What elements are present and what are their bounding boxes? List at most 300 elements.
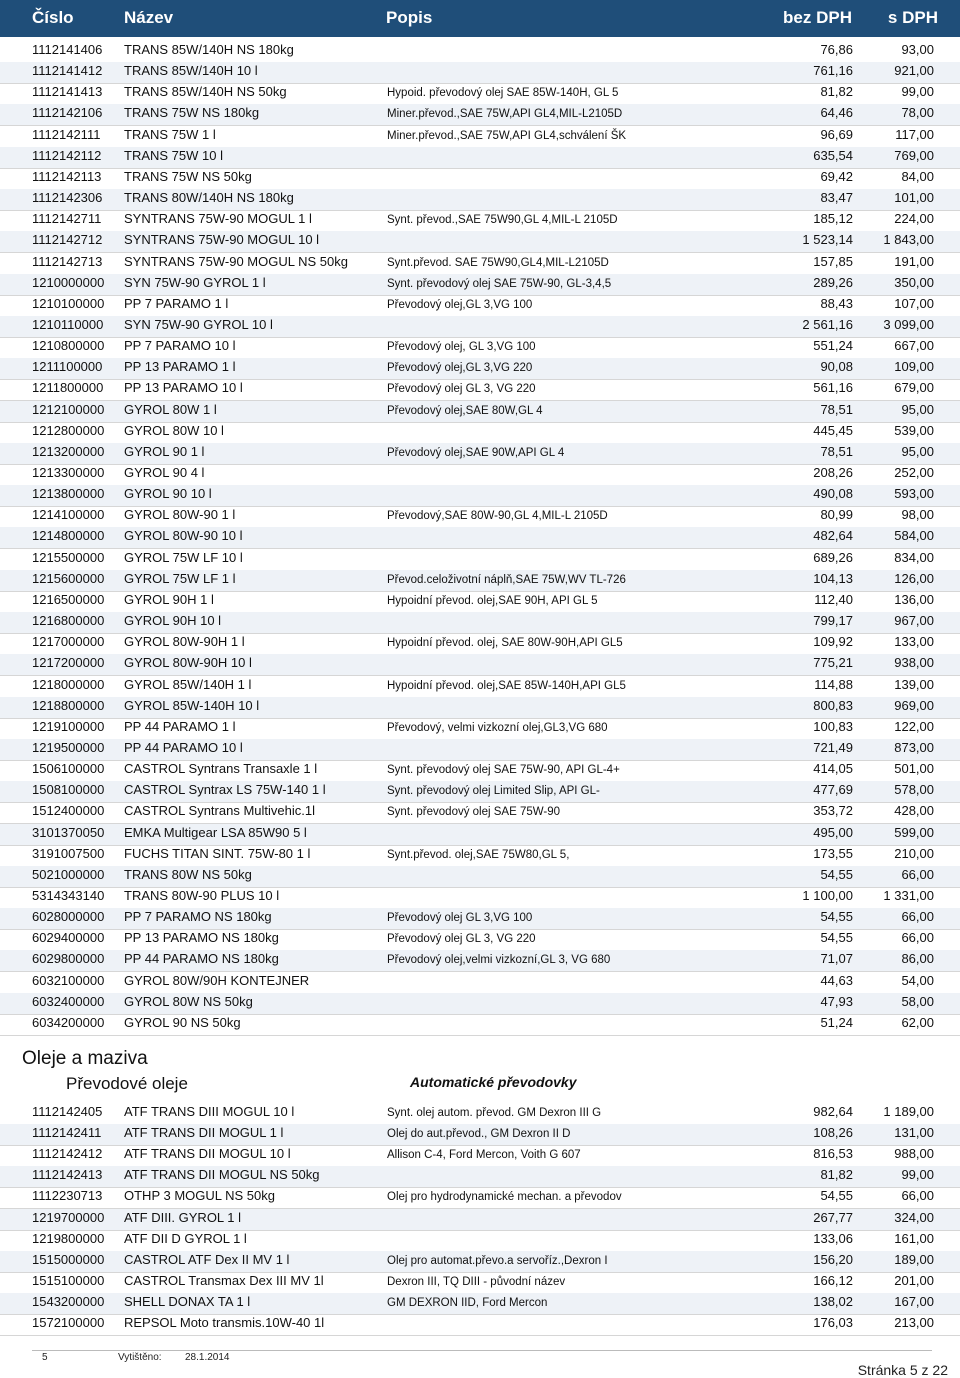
cell-name: TRANS 75W 10 l — [124, 147, 223, 163]
table-row — [0, 697, 960, 719]
cell-price-inc: 95,00 — [901, 443, 934, 459]
cell-code: 1219700000 — [32, 1209, 105, 1225]
cell-name: GYROL 90H 1 l — [124, 591, 214, 607]
cell-code: 5021000000 — [32, 866, 105, 882]
cell-name: SYN 75W-90 GYROL 10 l — [124, 316, 273, 332]
cell-price-inc: 139,00 — [894, 676, 934, 692]
cell-price-ex: 64,46 — [820, 105, 853, 121]
cell-code: 1515000000 — [32, 1251, 105, 1267]
section-subtitle-right: Automatické převodovky — [410, 1074, 577, 1090]
cell-price-inc: 117,00 — [895, 126, 934, 142]
cell-price-ex: 47,93 — [820, 993, 853, 1009]
cell-code: 1210000000 — [32, 274, 105, 290]
cell-price-ex: 482,64 — [813, 528, 853, 544]
cell-code: 1112142111 — [32, 126, 101, 142]
cell-name: CASTROL ATF Dex II MV 1 l — [124, 1251, 290, 1267]
cell-name: OTHP 3 MOGUL NS 50kg — [124, 1188, 275, 1204]
cell-desc: Synt. převodový olej SAE 75W-90, API GL-4+ — [387, 764, 620, 777]
cell-desc: Synt. převodový olej SAE 75W-90 — [387, 806, 561, 819]
cell-price-ex: 414,05 — [813, 761, 853, 777]
cell-code: 1214800000 — [32, 528, 105, 544]
table-row — [0, 83, 960, 105]
footer-printed-label: Vytištěno: — [118, 1352, 162, 1363]
cell-name: GYROL 80W NS 50kg — [124, 993, 253, 1009]
cell-price-ex: 83,47 — [820, 190, 853, 206]
cell-price-inc: 189,00 — [894, 1251, 934, 1267]
cell-code: 1217000000 — [32, 634, 105, 650]
cell-name: GYROL 75W LF 1 l — [124, 570, 236, 586]
cell-price-ex: 353,72 — [813, 803, 853, 819]
cell-code: 6034200000 — [32, 1014, 105, 1030]
cell-desc: Převodový olej,SAE 80W,GL 4 — [387, 404, 543, 417]
cell-code: 1112230713 — [32, 1188, 103, 1204]
cell-code: 1213800000 — [32, 486, 105, 502]
cell-name: ATF TRANS DIII MOGUL 10 l — [124, 1104, 295, 1119]
table-row — [0, 210, 960, 232]
cell-code: 5314343140 — [32, 888, 105, 903]
cell-name: TRANS 80W/140H NS 180kg — [124, 190, 294, 206]
cell-price-ex: 44,63 — [820, 972, 853, 988]
table-row — [0, 887, 960, 909]
cell-price-inc: 1 189,00 — [883, 1104, 934, 1119]
cell-name: TRANS 85W/140H 10 l — [124, 63, 258, 79]
cell-price-ex: 176,03 — [813, 1315, 853, 1330]
cell-price-inc: 210,00 — [894, 845, 934, 861]
footer-page-indicator: Stránka 5 z 22 — [857, 1362, 948, 1378]
table-row — [0, 845, 960, 867]
cell-code: 1515100000 — [32, 1272, 105, 1288]
cell-code: 1212100000 — [32, 401, 105, 417]
cell-desc: Převodový olej,GL 3,VG 100 — [387, 298, 533, 311]
cell-price-ex: 1 523,14 — [802, 232, 853, 248]
cell-price-inc: 324,00 — [894, 1209, 934, 1225]
cell-price-inc: 99,00 — [901, 84, 934, 100]
cell-desc: Převodový,SAE 80W-90,GL 4,MIL-L 2105D — [387, 510, 608, 523]
cell-price-inc: 93,00 — [901, 42, 934, 57]
cell-name: GYROL 90 4 l — [124, 465, 205, 480]
cell-code: 3101370050 — [32, 824, 105, 840]
footer-printed-date: 28.1.2014 — [185, 1352, 230, 1363]
cell-price-inc: 107,00 — [894, 295, 934, 311]
section-title: Oleje a maziva — [22, 1048, 148, 1069]
cell-desc: Převodový olej GL 3, VG 220 — [387, 383, 536, 396]
table-row — [0, 379, 960, 401]
cell-price-ex: 445,45 — [813, 422, 853, 438]
table-row — [0, 549, 960, 571]
cell-price-inc: 921,00 — [894, 63, 934, 79]
cell-price-inc: 938,00 — [894, 655, 934, 671]
cell-price-ex: 78,51 — [820, 401, 853, 417]
cell-desc: Synt. převodový olej SAE 75W-90, GL-3,4,5 — [387, 277, 612, 290]
cell-price-inc: 969,00 — [894, 697, 934, 713]
cell-name: PP 44 PARAMO 10 l — [124, 739, 243, 755]
cell-price-ex: 81,82 — [820, 84, 853, 100]
cell-name: ATF TRANS DII MOGUL 1 l — [124, 1125, 284, 1141]
table-row — [0, 1293, 960, 1315]
table-row — [0, 1124, 960, 1146]
cell-price-inc: 95,00 — [901, 401, 934, 417]
cell-name: SYNTRANS 75W-90 MOGUL 10 l — [124, 232, 320, 248]
cell-name: TRANS 85W/140H NS 180kg — [124, 42, 294, 57]
cell-code: 1217200000 — [32, 655, 105, 671]
cell-name: TRANS 80W-90 PLUS 10 l — [124, 888, 280, 903]
cell-code: 1506100000 — [32, 761, 105, 777]
cell-price-inc: 224,00 — [894, 211, 934, 227]
cell-price-inc: 252,00 — [894, 465, 934, 480]
cell-price-ex: 561,16 — [813, 380, 853, 396]
table-row — [0, 950, 960, 972]
cell-name: GYROL 90H 10 l — [124, 613, 222, 629]
cell-code: 1112141413 — [32, 84, 103, 100]
cell-desc: Miner.převod.,SAE 75W,API GL4,MIL-L2105D — [387, 108, 623, 121]
cell-code: 1216800000 — [32, 613, 105, 629]
cell-price-ex: 109,92 — [813, 634, 853, 650]
cell-price-ex: 551,24 — [813, 338, 853, 354]
cell-desc: Synt. převodový olej Limited Slip, API GL- — [387, 785, 600, 798]
cell-price-ex: 799,17 — [813, 613, 853, 629]
cell-price-inc: 58,00 — [901, 993, 934, 1009]
cell-price-ex: 69,42 — [820, 168, 853, 184]
table-row — [0, 1103, 960, 1125]
cell-price-ex: 477,69 — [813, 782, 853, 798]
cell-name: PP 44 PARAMO 1 l — [124, 718, 236, 734]
cell-code: 1218800000 — [32, 697, 105, 713]
table-row — [0, 570, 960, 592]
cell-price-ex: 761,16 — [813, 63, 853, 79]
cell-name: GYROL 90 10 l — [124, 486, 212, 502]
cell-desc: Převodový olej,SAE 90W,API GL 4 — [387, 446, 565, 459]
table-row — [0, 506, 960, 528]
cell-desc: Převodový olej,GL 3,VG 220 — [387, 362, 533, 375]
header-code: Číslo — [32, 8, 74, 27]
table-row — [0, 422, 960, 444]
cell-price-inc: 350,00 — [894, 274, 934, 290]
cell-name: TRANS 85W/140H NS 50kg — [124, 84, 287, 100]
cell-price-ex: 2 561,16 — [802, 316, 853, 332]
cell-price-ex: 54,55 — [820, 909, 853, 925]
cell-price-ex: 80,99 — [820, 507, 853, 523]
table-row — [0, 527, 960, 549]
cell-price-inc: 101,00 — [894, 190, 934, 206]
table-row — [0, 168, 960, 190]
cell-code: 1112141412 — [32, 63, 103, 79]
cell-price-ex: 90,08 — [820, 359, 853, 375]
cell-name: CASTROL Syntrax LS 75W-140 1 l — [124, 782, 326, 798]
table-row — [0, 41, 960, 63]
table-row — [0, 147, 960, 169]
cell-desc: GM DEXRON IID, Ford Mercon — [387, 1296, 548, 1309]
table-row — [0, 274, 960, 296]
table-row — [0, 1187, 960, 1209]
cell-code: 1215500000 — [32, 549, 105, 565]
cell-code: 3191007500 — [32, 845, 105, 861]
cell-name: GYROL 90 NS 50kg — [124, 1014, 241, 1030]
cell-price-ex: 208,26 — [813, 465, 853, 480]
cell-price-ex: 775,21 — [813, 655, 853, 671]
cell-price-inc: 539,00 — [894, 422, 934, 438]
cell-name: SHELL DONAX TA 1 l — [124, 1293, 251, 1309]
cell-price-inc: 501,00 — [894, 761, 934, 777]
cell-price-ex: 490,08 — [813, 486, 853, 502]
cell-price-ex: 689,26 — [813, 549, 853, 565]
table-row — [0, 401, 960, 423]
cell-code: 1112142711 — [32, 211, 102, 227]
cell-price-ex: 54,55 — [820, 930, 853, 946]
cell-price-ex: 138,02 — [813, 1293, 853, 1309]
cell-desc: Synt.převod. SAE 75W90,GL4,MIL-L2105D — [387, 256, 609, 269]
table-row — [0, 591, 960, 613]
cell-name: PP 44 PARAMO NS 180kg — [124, 951, 279, 967]
cell-price-inc: 122,00 — [894, 718, 934, 734]
cell-price-inc: 66,00 — [901, 866, 934, 882]
cell-price-inc: 133,00 — [894, 634, 934, 650]
cell-code: 1216500000 — [32, 591, 105, 607]
cell-name: ATF TRANS DII MOGUL 10 l — [124, 1146, 291, 1162]
cell-price-inc: 161,00 — [894, 1230, 934, 1246]
header-price-inc: s DPH — [887, 8, 938, 27]
cell-price-inc: 1 843,00 — [883, 232, 934, 248]
table-row — [0, 1014, 960, 1036]
cell-name: ATF TRANS DII MOGUL NS 50kg — [124, 1167, 320, 1183]
cell-price-ex: 289,26 — [813, 274, 853, 290]
cell-price-inc: 78,00 — [901, 105, 934, 121]
cell-name: SYNTRANS 75W-90 MOGUL 1 l — [124, 211, 312, 227]
cell-code: 1112142113 — [32, 168, 102, 184]
cell-name: ATF DII D GYROL 1 l — [124, 1230, 247, 1246]
cell-code: 1219500000 — [32, 739, 105, 755]
cell-price-inc: 54,00 — [901, 972, 934, 988]
cell-price-inc: 593,00 — [894, 486, 934, 502]
cell-price-inc: 428,00 — [894, 803, 934, 819]
table-row — [0, 1166, 960, 1188]
header-desc: Popis — [386, 8, 433, 27]
cell-code: 1211100000 — [32, 359, 103, 375]
cell-desc: Synt. převod.,SAE 75W90,GL 4,MIL-L 2105D — [387, 214, 618, 227]
cell-desc: Hypoidní převod. olej,SAE 85W-140H,API GL5 — [387, 679, 626, 692]
cell-name: GYROL 75W LF 10 l — [124, 549, 243, 565]
cell-name: TRANS 80W NS 50kg — [124, 866, 252, 882]
cell-desc: Hypoidní převod. olej,SAE 90H, API GL 5 — [387, 594, 598, 607]
cell-desc: Převod.celoživotní náplň,SAE 75W,WV TL-726 — [387, 573, 626, 586]
table-row — [0, 1209, 960, 1231]
cell-name: GYROL 80W-90 10 l — [124, 528, 243, 544]
cell-price-inc: 834,00 — [894, 549, 934, 565]
table-row — [0, 358, 960, 380]
cell-price-inc: 62,00 — [901, 1014, 934, 1030]
cell-price-inc: 3 099,00 — [883, 316, 934, 332]
cell-code: 1219100000 — [32, 718, 105, 734]
cell-code: 1210110000 — [32, 316, 104, 332]
table-row — [0, 1314, 960, 1336]
cell-desc: Allison C-4, Ford Mercon, Voith G 607 — [387, 1149, 581, 1162]
table-row — [0, 802, 960, 824]
cell-price-ex: 800,83 — [813, 697, 853, 713]
cell-price-inc: 191,00 — [894, 253, 934, 269]
table-row — [0, 633, 960, 655]
cell-price-inc: 84,00 — [901, 168, 934, 184]
cell-code: 1214100000 — [32, 507, 105, 523]
cell-price-inc: 66,00 — [901, 909, 934, 925]
cell-code: 6032400000 — [32, 993, 105, 1009]
table-row — [0, 1145, 960, 1167]
cell-code: 1112142712 — [32, 232, 103, 248]
cell-price-inc: 99,00 — [901, 1167, 934, 1183]
cell-price-ex: 54,55 — [820, 866, 853, 882]
cell-code: 1213300000 — [32, 465, 105, 480]
cell-name: PP 7 PARAMO 1 l — [124, 295, 229, 311]
table-row — [0, 866, 960, 888]
table-row — [0, 760, 960, 782]
cell-price-ex: 104,13 — [813, 570, 853, 586]
cell-price-inc: 136,00 — [894, 591, 934, 607]
cell-desc: Převodový olej,velmi vizkozní,GL 3, VG 680 — [387, 954, 611, 967]
cell-price-ex: 816,53 — [813, 1146, 853, 1162]
cell-price-ex: 88,43 — [820, 295, 853, 311]
cell-price-ex: 166,12 — [813, 1272, 853, 1288]
cell-price-inc: 66,00 — [901, 930, 934, 946]
cell-name: GYROL 85W-140H 10 l — [124, 697, 260, 713]
cell-price-inc: 109,00 — [894, 359, 934, 375]
cell-price-ex: 185,12 — [813, 211, 853, 227]
table-row — [0, 62, 960, 84]
cell-price-inc: 599,00 — [894, 824, 934, 840]
table-row — [0, 972, 960, 994]
cell-name: GYROL 80W 10 l — [124, 422, 224, 438]
cell-code: 1512400000 — [32, 803, 105, 819]
cell-name: CASTROL Transmax Dex III MV 1l — [124, 1272, 324, 1288]
cell-code: 1543200000 — [32, 1293, 105, 1309]
cell-name: GYROL 85W/140H 1 l — [124, 676, 252, 692]
cell-code: 1112142413 — [32, 1167, 103, 1183]
table-row — [0, 126, 960, 148]
cell-price-ex: 71,07 — [820, 951, 853, 967]
cell-code: 1112142412 — [32, 1146, 103, 1162]
cell-name: PP 7 PARAMO 10 l — [124, 338, 236, 354]
cell-price-ex: 156,20 — [813, 1251, 853, 1267]
cell-price-inc: 667,00 — [894, 338, 934, 354]
cell-code: 6029800000 — [32, 951, 105, 967]
cell-price-ex: 112,40 — [814, 591, 853, 607]
cell-price-inc: 988,00 — [894, 1146, 934, 1162]
cell-desc: Olej do aut.převod., GM Dexron II D — [387, 1128, 571, 1141]
cell-code: 1112142411 — [32, 1125, 102, 1141]
table-row — [0, 189, 960, 211]
cell-price-ex: 96,69 — [820, 126, 853, 142]
cell-code: 1219800000 — [32, 1230, 105, 1246]
table-row — [0, 612, 960, 634]
cell-name: SYN 75W-90 GYROL 1 l — [124, 274, 266, 290]
table-row — [0, 485, 960, 507]
cell-name: PP 13 PARAMO 1 l — [124, 359, 236, 375]
cell-name: FUCHS TITAN SINT. 75W-80 1 l — [124, 845, 311, 861]
cell-price-inc: 769,00 — [894, 147, 934, 163]
cell-code: 1210100000 — [32, 295, 105, 311]
table-row — [0, 929, 960, 951]
cell-code: 1211800000 — [32, 380, 104, 396]
table-row — [0, 718, 960, 740]
cell-desc: Hypoid. převodový olej SAE 85W-140H, GL 5 — [387, 87, 619, 100]
table-row — [0, 253, 960, 275]
cell-price-inc: 578,00 — [894, 782, 934, 798]
cell-price-ex: 81,82 — [820, 1167, 853, 1183]
table-row — [0, 1251, 960, 1273]
table-row — [0, 231, 960, 253]
table-row — [0, 781, 960, 803]
cell-name: GYROL 80W-90 1 l — [124, 507, 236, 523]
cell-price-inc: 126,00 — [894, 570, 934, 586]
cell-name: TRANS 75W 1 l — [124, 126, 216, 142]
table-row — [0, 295, 960, 317]
cell-price-inc: 213,00 — [894, 1315, 934, 1330]
cell-code: 1112142112 — [32, 147, 102, 163]
cell-price-ex: 173,55 — [813, 845, 853, 861]
cell-price-inc: 66,00 — [901, 1188, 934, 1204]
cell-price-inc: 1 331,00 — [883, 888, 934, 903]
table-header — [0, 0, 960, 37]
cell-name: PP 13 PARAMO NS 180kg — [124, 930, 279, 946]
cell-code: 1215600000 — [32, 570, 105, 586]
cell-name: REPSOL Moto transmis.10W-40 1l — [124, 1315, 325, 1330]
cell-price-ex: 54,55 — [820, 1188, 853, 1204]
cell-name: GYROL 80W 1 l — [124, 401, 217, 417]
cell-name: GYROL 80W/90H KONTEJNER — [124, 972, 310, 988]
table-row — [0, 337, 960, 359]
cell-price-inc: 167,00 — [894, 1293, 934, 1309]
cell-code: 1112142405 — [32, 1104, 103, 1119]
table-row — [0, 654, 960, 676]
footer-divider — [32, 1350, 932, 1351]
cell-price-inc: 873,00 — [894, 739, 934, 755]
cell-price-ex: 635,54 — [813, 147, 853, 163]
cell-price-ex: 721,49 — [813, 739, 853, 755]
cell-price-inc: 584,00 — [894, 528, 934, 544]
cell-code: 1210800000 — [32, 338, 105, 354]
table-row — [0, 739, 960, 761]
cell-desc: Převodový olej GL 3,VG 100 — [387, 912, 533, 925]
cell-price-inc: 201,00 — [894, 1272, 934, 1288]
table-row — [0, 1230, 960, 1252]
cell-name: TRANS 75W NS 180kg — [124, 105, 260, 121]
cell-name: GYROL 90 1 l — [124, 443, 205, 459]
cell-name: CASTROL Syntrans Transaxle 1 l — [124, 761, 318, 777]
table-row — [0, 316, 960, 338]
cell-price-ex: 495,00 — [813, 824, 853, 840]
cell-code: 1213200000 — [32, 443, 105, 459]
cell-price-inc: 98,00 — [901, 507, 934, 523]
cell-desc: Miner.převod.,SAE 75W,API GL4,schválení ŠK — [387, 129, 627, 142]
cell-price-ex: 982,64 — [813, 1104, 853, 1119]
cell-code: 1112142713 — [32, 253, 103, 269]
cell-code: 1112141406 — [32, 42, 103, 57]
cell-desc: Převodový olej GL 3, VG 220 — [387, 933, 536, 946]
table-row — [0, 676, 960, 698]
cell-code: 1572100000 — [32, 1315, 105, 1330]
cell-code: 1508100000 — [32, 782, 105, 798]
table-row — [0, 993, 960, 1015]
table-row — [0, 908, 960, 930]
footer-page-number: 5 — [42, 1352, 48, 1363]
table-row — [0, 1272, 960, 1294]
cell-price-inc: 967,00 — [894, 613, 934, 629]
section-subtitle-left: Převodové oleje — [66, 1074, 188, 1093]
cell-name: CASTROL Syntrans Multivehic.1l — [124, 803, 315, 819]
cell-desc: Olej pro automat.převo.a servoříz.,Dexron I — [387, 1254, 608, 1267]
cell-code: 1218000000 — [32, 676, 105, 692]
cell-name: GYROL 80W-90H 10 l — [124, 655, 252, 671]
cell-price-ex: 114,88 — [814, 676, 853, 692]
table-row — [0, 824, 960, 846]
cell-name: TRANS 75W NS 50kg — [124, 168, 252, 184]
